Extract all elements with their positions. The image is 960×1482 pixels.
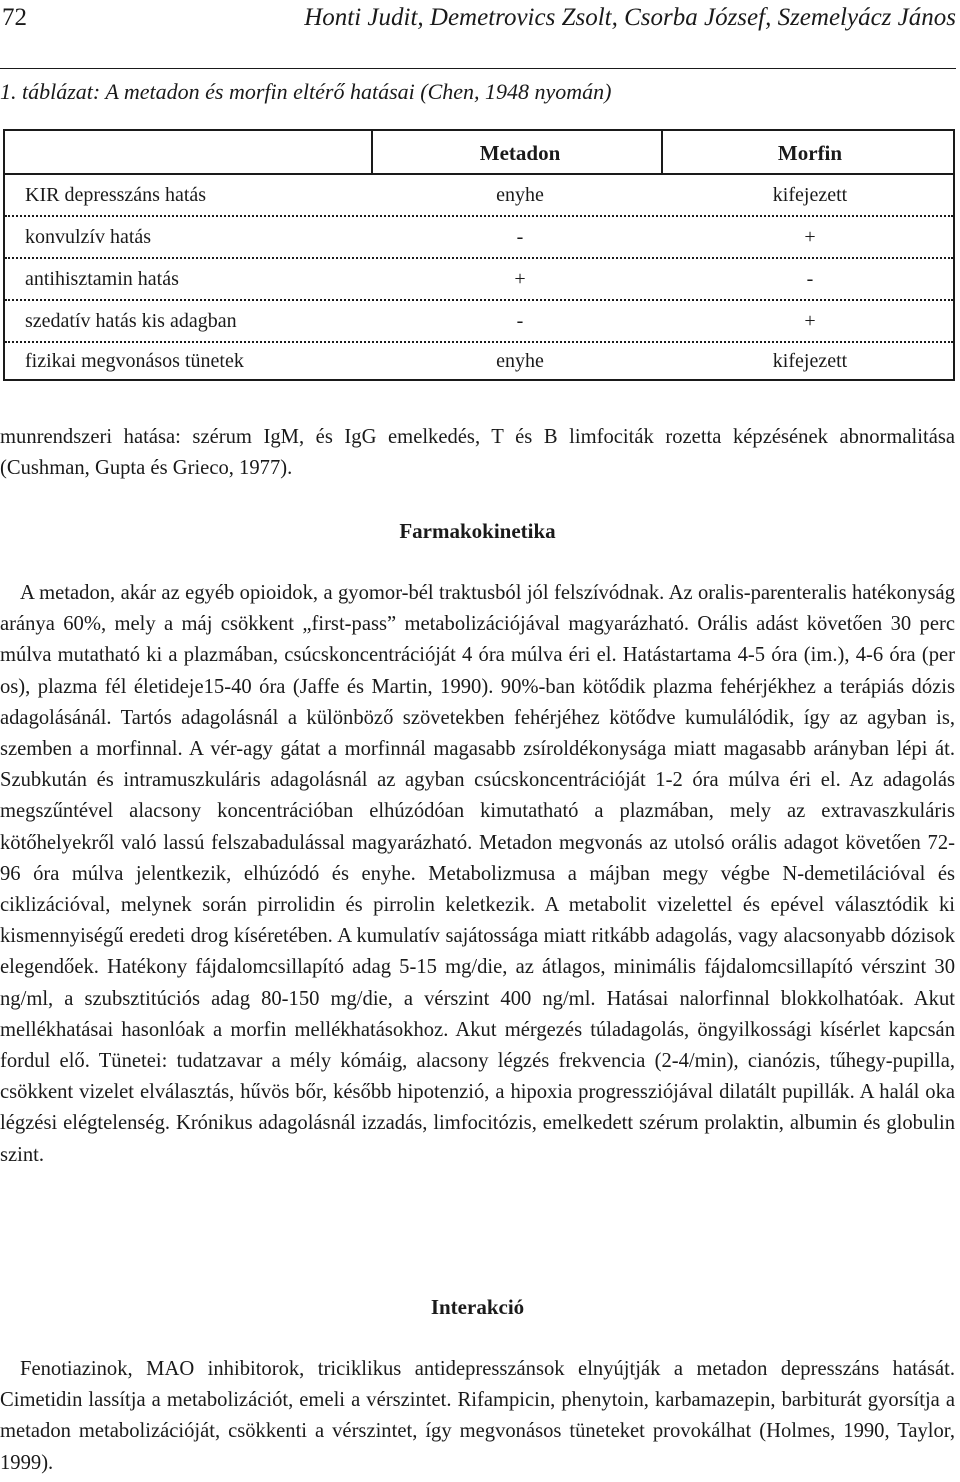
- table-row: [5, 339, 953, 381]
- table-row-label: fizikai megvonásos tünetek: [25, 350, 244, 372]
- table-cell-metadon: enyhe: [496, 350, 544, 372]
- table-row: [5, 299, 953, 343]
- running-head: [2, 0, 956, 36]
- table-row-label: antihisztamin hatás: [25, 268, 179, 290]
- table-cell-metadon: -: [516, 226, 524, 248]
- table-header-morfin: Morfin: [777, 141, 843, 165]
- table-caption-text: A metadon és morfin eltérő hatásai (Chen, 1948 nyomán): [105, 79, 612, 104]
- page-number: 72: [2, 4, 27, 31]
- table-row: [5, 215, 953, 259]
- table-cell-morfin: +: [804, 226, 816, 248]
- intro-paragraph: munrendszeri hatása: szérum IgM, és IgG emelkedés, T és B limfociták rozetta képzésének abnormalitása (Cushman, Gupta és Grieco, 1977).: [0, 426, 955, 480]
- section-heading-farmakokinetika: Farmakokinetika: [399, 519, 556, 543]
- table-cell-metadon: +: [514, 268, 526, 290]
- table-cell-morfin: kifejezett: [772, 184, 848, 206]
- table-row-label: konvulzív hatás: [25, 226, 152, 248]
- table-header-row: [5, 131, 953, 175]
- header-rule: [0, 68, 956, 69]
- table-caption-label: 1. táblázat:: [0, 79, 101, 104]
- table-header-metadon: Metadon: [479, 141, 561, 165]
- running-title-authors: Honti Judit, Demetrovics Zsolt, Csorba József, Szemelyácz János: [304, 4, 956, 31]
- table-cell-morfin: +: [804, 310, 816, 332]
- section-heading-interakcio: Interakció: [430, 1295, 525, 1319]
- table-row: [5, 257, 953, 301]
- table-cell-morfin: -: [806, 268, 814, 290]
- comparison-table: [3, 129, 955, 381]
- farmakokinetika-paragraph: A metadon, akár az egyéb opioidok, a gyomor-bél traktusból jól felszívódnak. Az oralis-parenteralis hatékonyság aránya 60%, mely a máj csökkent „first-pass” metabolizációjával magyarázható. Orális adást követően 30 perc múlva mutatható ki a plazmában, csúcskoncentrációját 4 óra múlva éri el. Hatástartama 4-5 óra (im.), 4-6 óra (per os), plazma fél életideje15-40 óra (Jaffe és Martin, 1990). 90%-ban kötődik plazma fehérjékhez a terápiás dózis adagolásánál. Tartós adagolásnál a különböző szövetekben fehérjéhez kötődve kumulálódik, így az agyban is, szemben a morfinnal. A vér-agy gátat a morfinnál magasabb zsíroldékonysága miatt magasabb arányban lépi át. Szubkután és intramuszkuláris adagolásnál az agyban csúcskoncentrációját 1-2 óra múlva éri el. Az adagolás megszűntével alacsony koncentrációban elhúzódóan kimutatható a plazmában, mely az extravaszkuláris kötőhelyekről való lassú felszabadulással magyarázható. Metadon megvonás az utolsó orális adagot követően 72-96 óra múlva jelentkezik, elhúzódó és enyhe. Metabolizmusa a májban megy végbe N-demetilációval és ciklizációval, melynek során pirrolidin és pirrolin keletkezik. A metabolit vizelettel és epével választódik ki kismennyiségű eredeti drog kíséretében. A kumulatív sajátossága miatt ritkább adagolás, vagy alacsonyabb dózisok elegendőek. Hatékony fájdalomcsillapító adag 5-15 mg/die, az átlagos, minimális fájdalomcsillapító vérszint 30 ng/ml, a szubsztitúciós adag 80-150 mg/die, a vérszint 400 ng/ml. Hatásai nalorfinnal blokkolhatóak. Akut mellékhatásai hasonlóak a morfin mellékhatásokhoz. Akut mérgezés túladagolás, öngyilkossági kísérlet kapcsán fordul elő. Tünetei: tudatzavar a mély kómáig, alacsony légzés frekvencia (2-4/min), cianózis, tűhegy-pupilla, csökkent vizelet elválasztás, hűvös bőr, később hipotenzió, a hipoxia progressziójával dilatált pupillák. A halál oka légzési elégtelenség. Krónikus adagolásnál izzadás, limfocitózis, emelkedett szérum prolaktin, albumin és globulin szint.: [0, 582, 955, 1166]
- table-cell-morfin: kifejezett: [772, 350, 848, 372]
- table-cell-metadon: enyhe: [496, 184, 544, 206]
- table-row-label: szedatív hatás kis adagban: [25, 310, 237, 332]
- table-cell-metadon: -: [516, 310, 524, 332]
- table-caption: [0, 76, 612, 108]
- table-row-label: KIR depresszáns hatás: [25, 184, 207, 206]
- interakcio-paragraph: Fenotiazinok, MAO inhibitorok, triciklikus antidepresszánsok elnyújtják a metadon depresszáns hatását. Cimetidin lassítja a metabolizációt, emeli a vérszintet. Rifampicin, phenytoin, karbamazepin, barbiturát gyorsítja a metadon metabolizációját, csökkenti a vérszintet, így megvonásos tüneteket provokálhat (Holmes, 1990, Taylor, 1999).: [0, 1358, 955, 1474]
- table-row: [5, 173, 953, 217]
